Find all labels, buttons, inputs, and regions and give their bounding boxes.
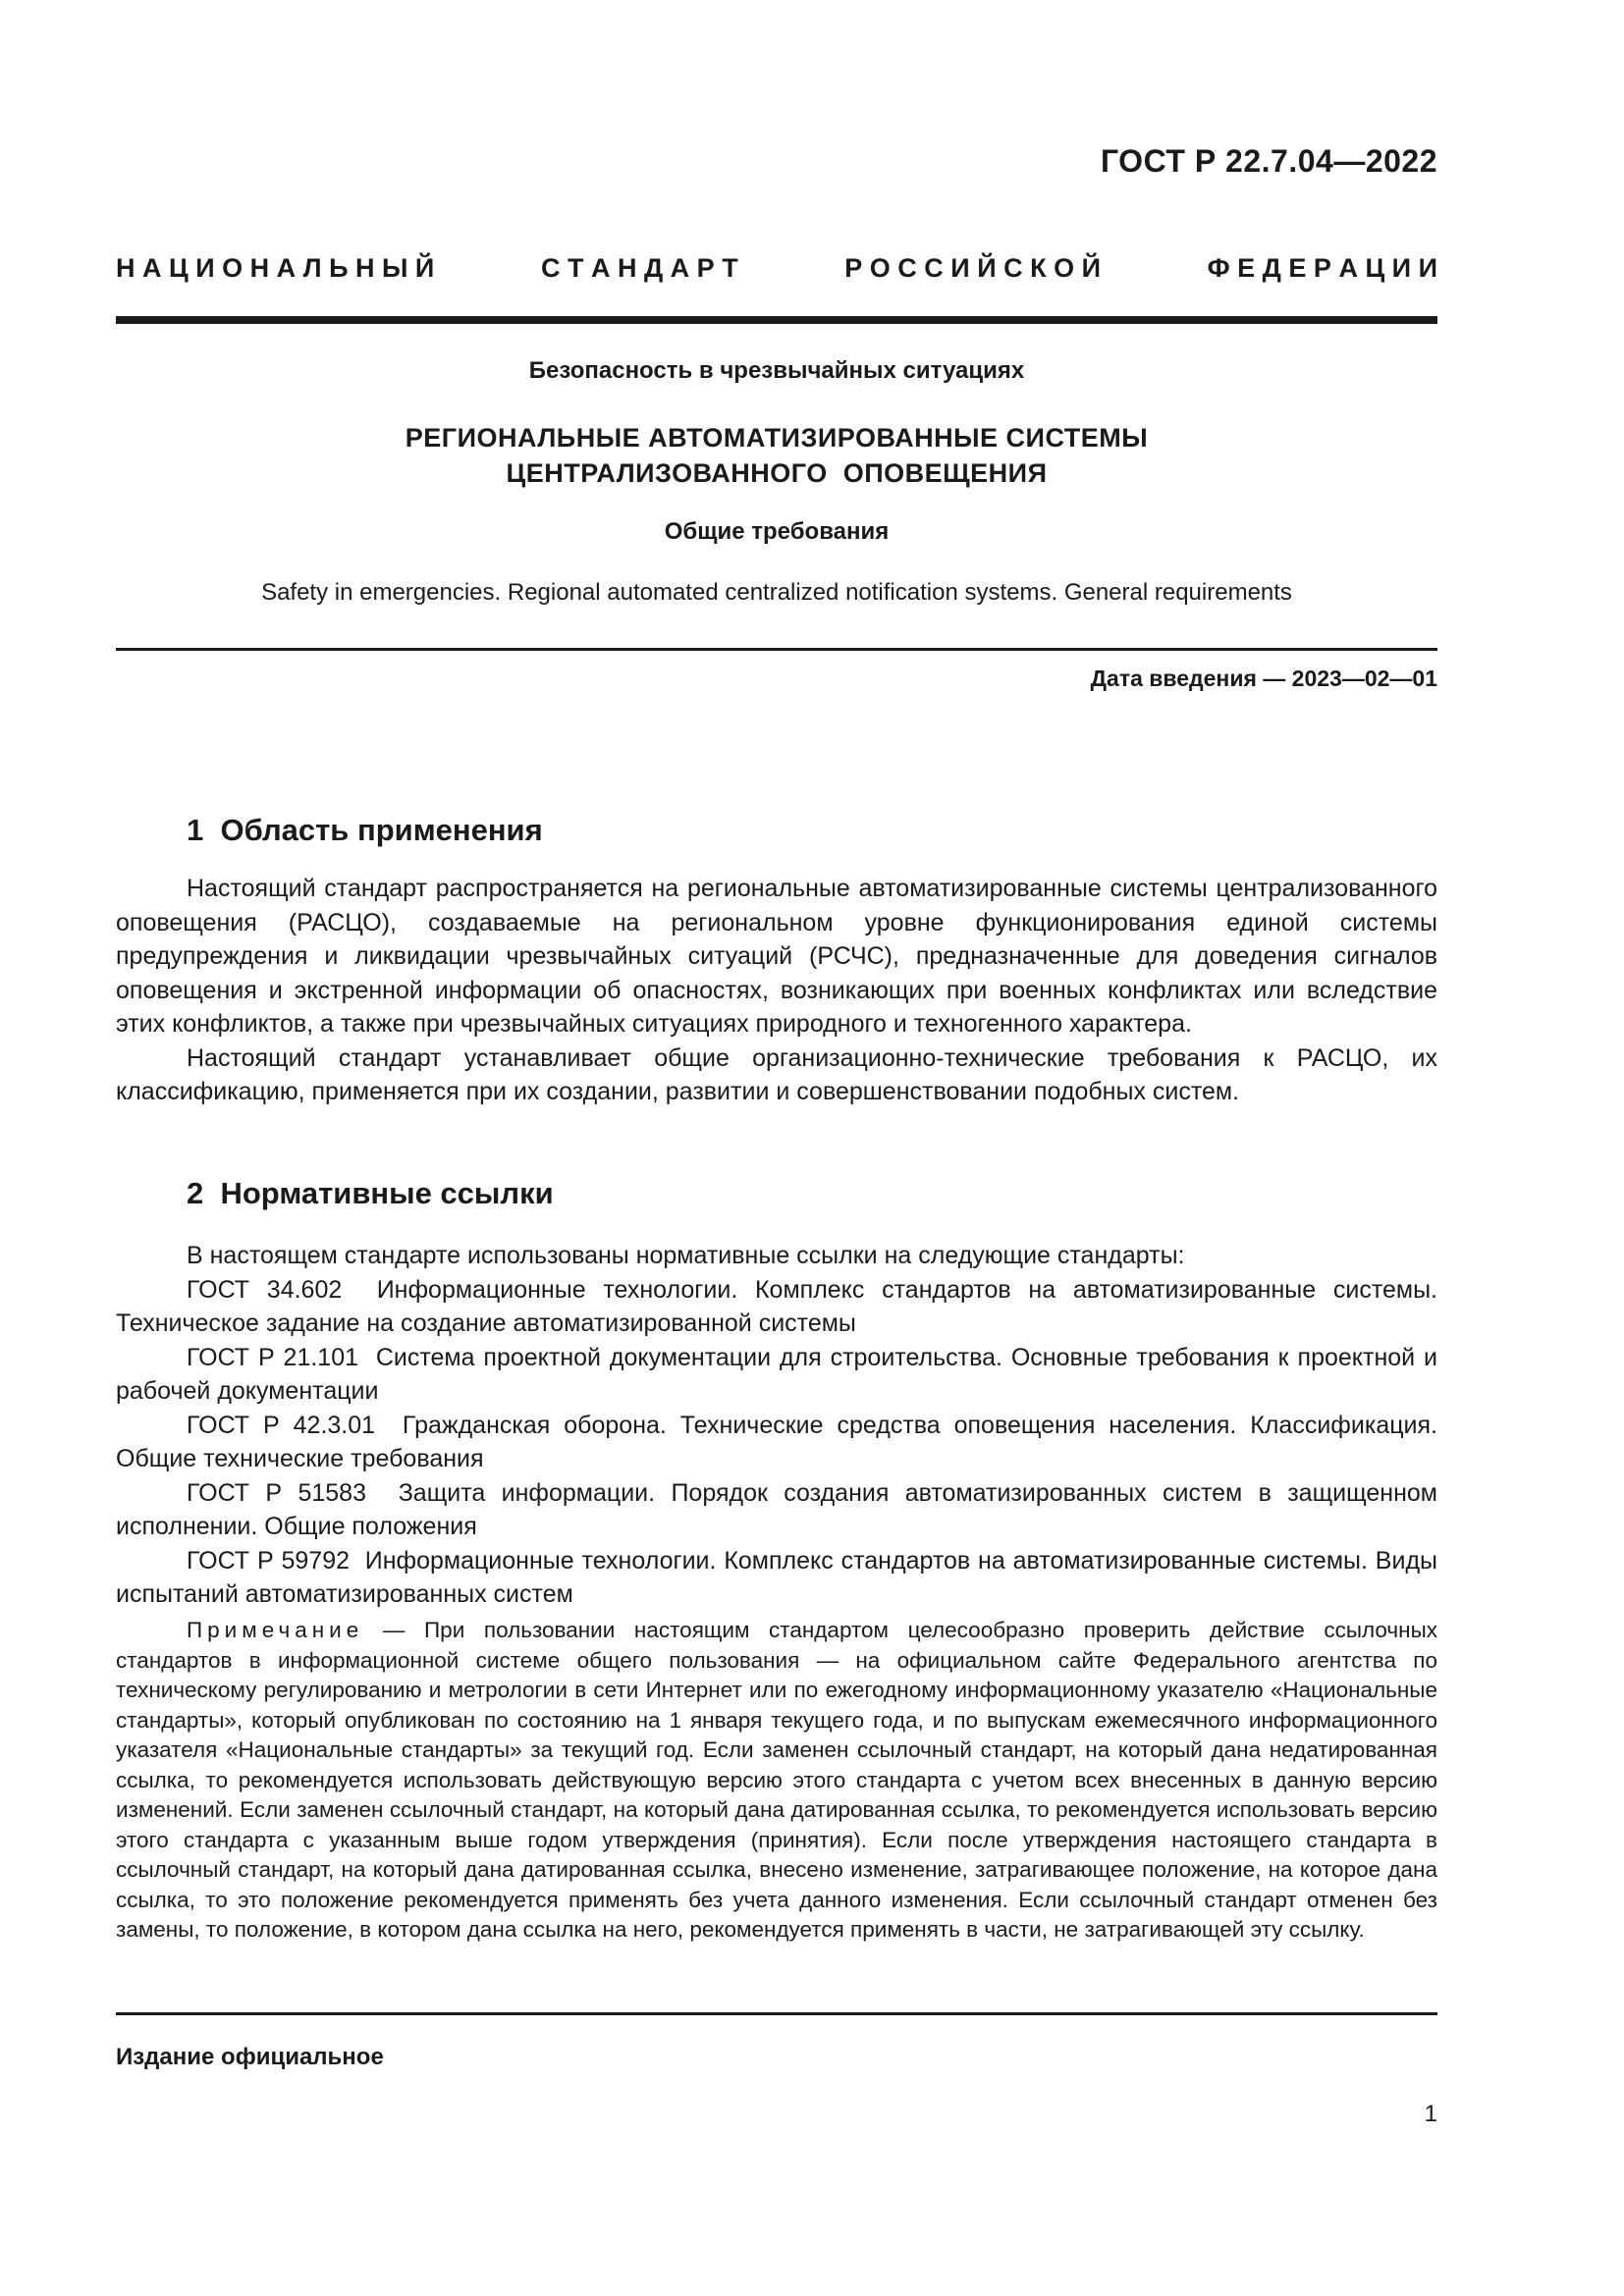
title-divider [116, 648, 1437, 651]
document-subtitle: Общие требования [664, 518, 890, 545]
note [116, 1616, 1437, 1946]
introduction-date: Дата введения — 2023—02—01 [1090, 666, 1437, 691]
note-text: — При пользовании настоящим стандартом целесообразно проверить действие ссылочных стандартов в информационной системе общего пользования — на официальном сайте Федерального агентства по техническому регулированию и метрологии в сети Интернет или по ежегодному информационному указателю «Национальные стандарты», который опубликован по состоянию на 1 января текущего года, и по выпускам ежемесячного информационного указателя «Национальные стандарты» за текущий год. Если заменен ссылочный стандарт, на который дана недатированная ссылка, то рекомендуется использовать действующую версию этого стандарта с учетом всех внесенных в данную версию изменений. Если заменен ссылочный стандарт, на который дана датированная ссылка, то рекомендуется использовать версию этого стандарта с указанным выше годом утверждения (принятия). Если после утверждения настоящего стандарта в ссылочный стандарт, на который дана датированная ссылка, внесено изменение, затрагивающее положение, на которое дана ссылка, то это положение рекомендуется применять без учета данного изменения. Если ссылочный стандарт отменен без замены, то положение, в котором дана ссылка на него, рекомендуется применять в части, не затрагивающей эту ссылку. [116, 1618, 1437, 1942]
footer-divider [116, 2012, 1437, 2015]
reference-item: ГОСТ Р 21.101 Система проектной документации для строительства. Основные требования к проектной и рабочей документации [116, 1343, 1444, 1405]
section-1-heading: 1 Область применения [187, 813, 543, 847]
document-subject: Безопасность в чрезвычайных ситуациях [528, 357, 1025, 384]
section-2-heading: 2 Нормативные ссылки [187, 1176, 554, 1210]
banner-word: Ф Е Д Е Р А Ц И И [1207, 253, 1437, 283]
banner-word: С Т А Н Д А Р Т [540, 253, 738, 283]
section-2-body [116, 1239, 1444, 1612]
reference-item: ГОСТ Р 51583 Защита информации. Порядок создания автоматизированных систем в защищенном исполнении. Общие положения [116, 1478, 1444, 1540]
paragraph: Настоящий стандарт распространяется на региональные автоматизированные системы централизованного оповещения (РАСЦО), создаваемые на региональном уровне функционирования единой системы предупреждения и ликвидации чрезвычайных ситуаций (РСЧС), предназначенные для доведения сигналов оповещения и экстренной информации об опасностях, возникающих при военных конфликтах или вследствие этих конфликтов, а также при чрезвычайных ситуациях природного и техногенного характера. [116, 875, 1437, 1038]
reference-item: ГОСТ Р 42.3.01 Гражданская оборона. Технические средства оповещения населения. Классификация. Общие технические требования [116, 1411, 1444, 1472]
banner-word: Р О С С И Й С К О Й [844, 253, 1102, 283]
national-standard-banner [116, 253, 1437, 284]
header-divider [116, 316, 1437, 324]
paragraph: В настоящем стандарте использованы нормативные ссылки на следующие стандарты: [187, 1242, 1185, 1269]
document-title [116, 420, 1437, 491]
page-number: 1 [1424, 2101, 1437, 2127]
paragraph: Настоящий стандарт устанавливает общие организационно-технические требования к РАСЦО, их классификацию, применяется при их создании, развитии и совершенствовании подобных систем. [116, 1043, 1437, 1105]
section-1-body [116, 872, 1437, 1109]
banner-word: Н А Ц И О Н А Л Ь Н Ы Й [116, 253, 435, 283]
english-title: Safety in emergencies. Regional automated centralized notification systems. General requirements [261, 579, 1292, 606]
official-edition-label: Издание официальное [116, 2044, 384, 2070]
reference-item: ГОСТ Р 59792 Информационные технологии. Комплекс стандартов на автоматизированные системы. Виды испытаний автоматизированных систем [116, 1546, 1444, 1608]
reference-item: ГОСТ 34.602 Информационные технологии. Комплекс стандартов на автоматизированные системы. Техническое задание на создание автоматизированной системы [116, 1275, 1444, 1337]
note-label: Примечание [187, 1618, 364, 1642]
title-line-2: ЦЕНТРАЛИЗОВАННОГО ОПОВЕЩЕНИЯ [506, 458, 1048, 488]
standard-number: ГОСТ Р 22.7.04—2022 [1100, 143, 1437, 179]
document-page [116, 0, 1444, 2296]
title-line-1: РЕГИОНАЛЬНЫЕ АВТОМАТИЗИРОВАННЫЕ СИСТЕМЫ [405, 423, 1149, 453]
